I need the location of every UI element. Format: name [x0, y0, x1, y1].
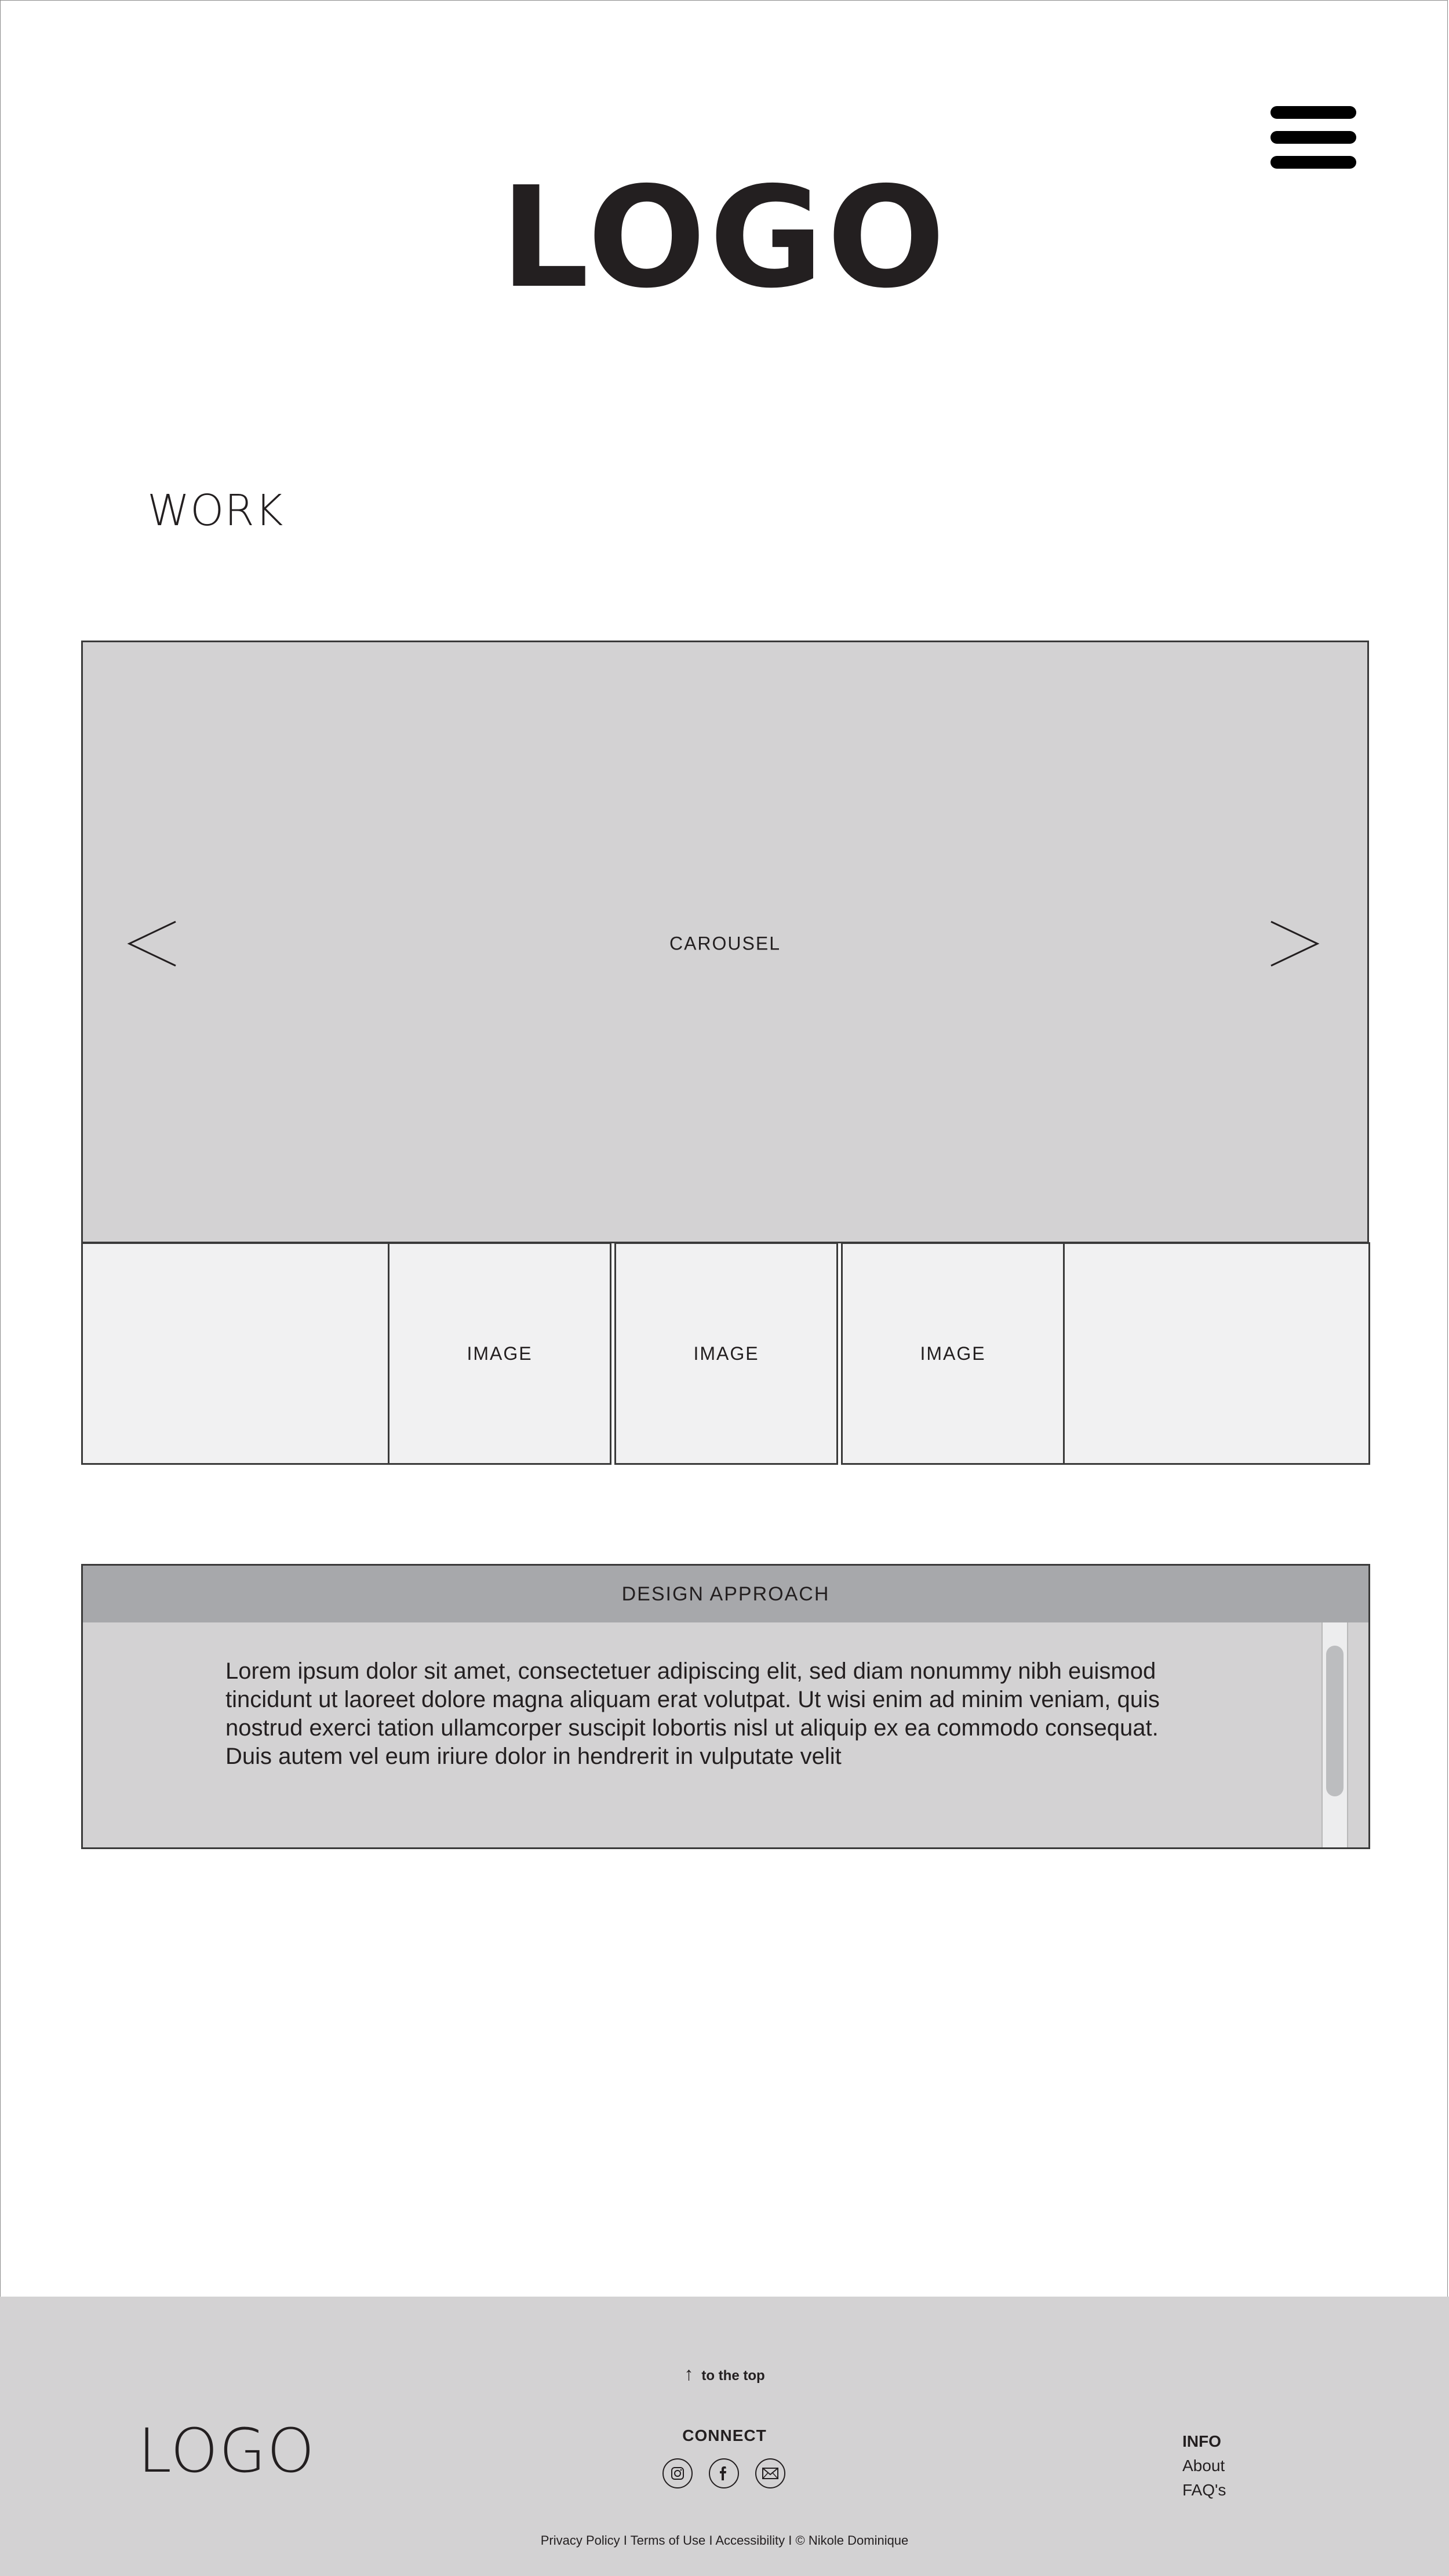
- footer-link-about[interactable]: About: [1182, 2457, 1225, 2475]
- privacy-policy-link[interactable]: Privacy Policy: [540, 2533, 620, 2548]
- work-section-title: WORK: [147, 486, 284, 536]
- header-logo[interactable]: LOGO: [500, 157, 949, 319]
- footer-link-faq[interactable]: FAQ's: [1182, 2481, 1226, 2499]
- connect-title: CONNECT: [682, 2426, 767, 2444]
- carousel-label: CAROUSEL: [669, 933, 781, 954]
- scrollbar-track[interactable]: [1321, 1622, 1348, 1847]
- menu-bar: [1270, 131, 1356, 144]
- footer: [0, 2297, 1449, 2576]
- thumbnail-strip: [81, 1242, 1370, 1465]
- text-line: Lorem ipsum dolor sit amet, consectetuer adipiscing elit, sed diam nonummy nibh euismod: [225, 1658, 1156, 1684]
- thumbnail-image[interactable]: [81, 1242, 389, 1465]
- hamburger-menu-icon[interactable]: [1270, 106, 1356, 169]
- back-to-top-link[interactable]: [0, 2363, 1449, 2385]
- scrollbar-thumb[interactable]: [1326, 1646, 1344, 1796]
- thumbnail-image[interactable]: [1063, 1242, 1370, 1465]
- design-approach-text: [225, 1657, 1234, 1771]
- text-line: nostrud exerci tation ullamcorper suscipit lobortis nisl ut aliquip ex ea commodo consequat.: [225, 1715, 1159, 1741]
- legal-separator: I: [788, 2533, 792, 2548]
- legal-separator: I: [623, 2533, 627, 2548]
- carousel: [81, 641, 1369, 1243]
- legal-separator: I: [709, 2533, 713, 2548]
- email-icon[interactable]: [755, 2458, 786, 2489]
- thumbnail-image[interactable]: IMAGE: [388, 1242, 611, 1465]
- chevron-right-icon[interactable]: [1262, 915, 1320, 973]
- design-approach-header[interactable]: DESIGN APPROACH: [81, 1564, 1370, 1624]
- text-line: Duis autem vel eum iriure dolor in hendrerit in vulputate velit: [225, 1744, 842, 1769]
- text-line: tincidunt ut laoreet dolore magna aliquam erat volutpat. Ut wisi enim ad minim veniam, quis: [225, 1687, 1160, 1712]
- accessibility-link[interactable]: Accessibility: [715, 2533, 785, 2548]
- info-title: INFO: [1182, 2432, 1221, 2450]
- chevron-left-icon[interactable]: [126, 915, 184, 973]
- footer-logo[interactable]: LOGO: [138, 2415, 316, 2486]
- copyright-text: © Nikole Dominique: [795, 2533, 909, 2548]
- thumbnail-image[interactable]: IMAGE: [614, 1242, 838, 1465]
- arrow-up-icon: ↑: [684, 2363, 694, 2384]
- instagram-icon[interactable]: [662, 2458, 693, 2489]
- facebook-icon[interactable]: [708, 2458, 740, 2489]
- menu-bar: [1270, 156, 1356, 169]
- design-approach-body: [81, 1622, 1370, 1849]
- back-to-top-label: to the top: [701, 2368, 765, 2384]
- legal-links: [0, 2533, 1449, 2548]
- terms-of-use-link[interactable]: Terms of Use: [630, 2533, 706, 2548]
- thumbnail-image[interactable]: IMAGE: [841, 1242, 1065, 1465]
- menu-bar: [1270, 106, 1356, 119]
